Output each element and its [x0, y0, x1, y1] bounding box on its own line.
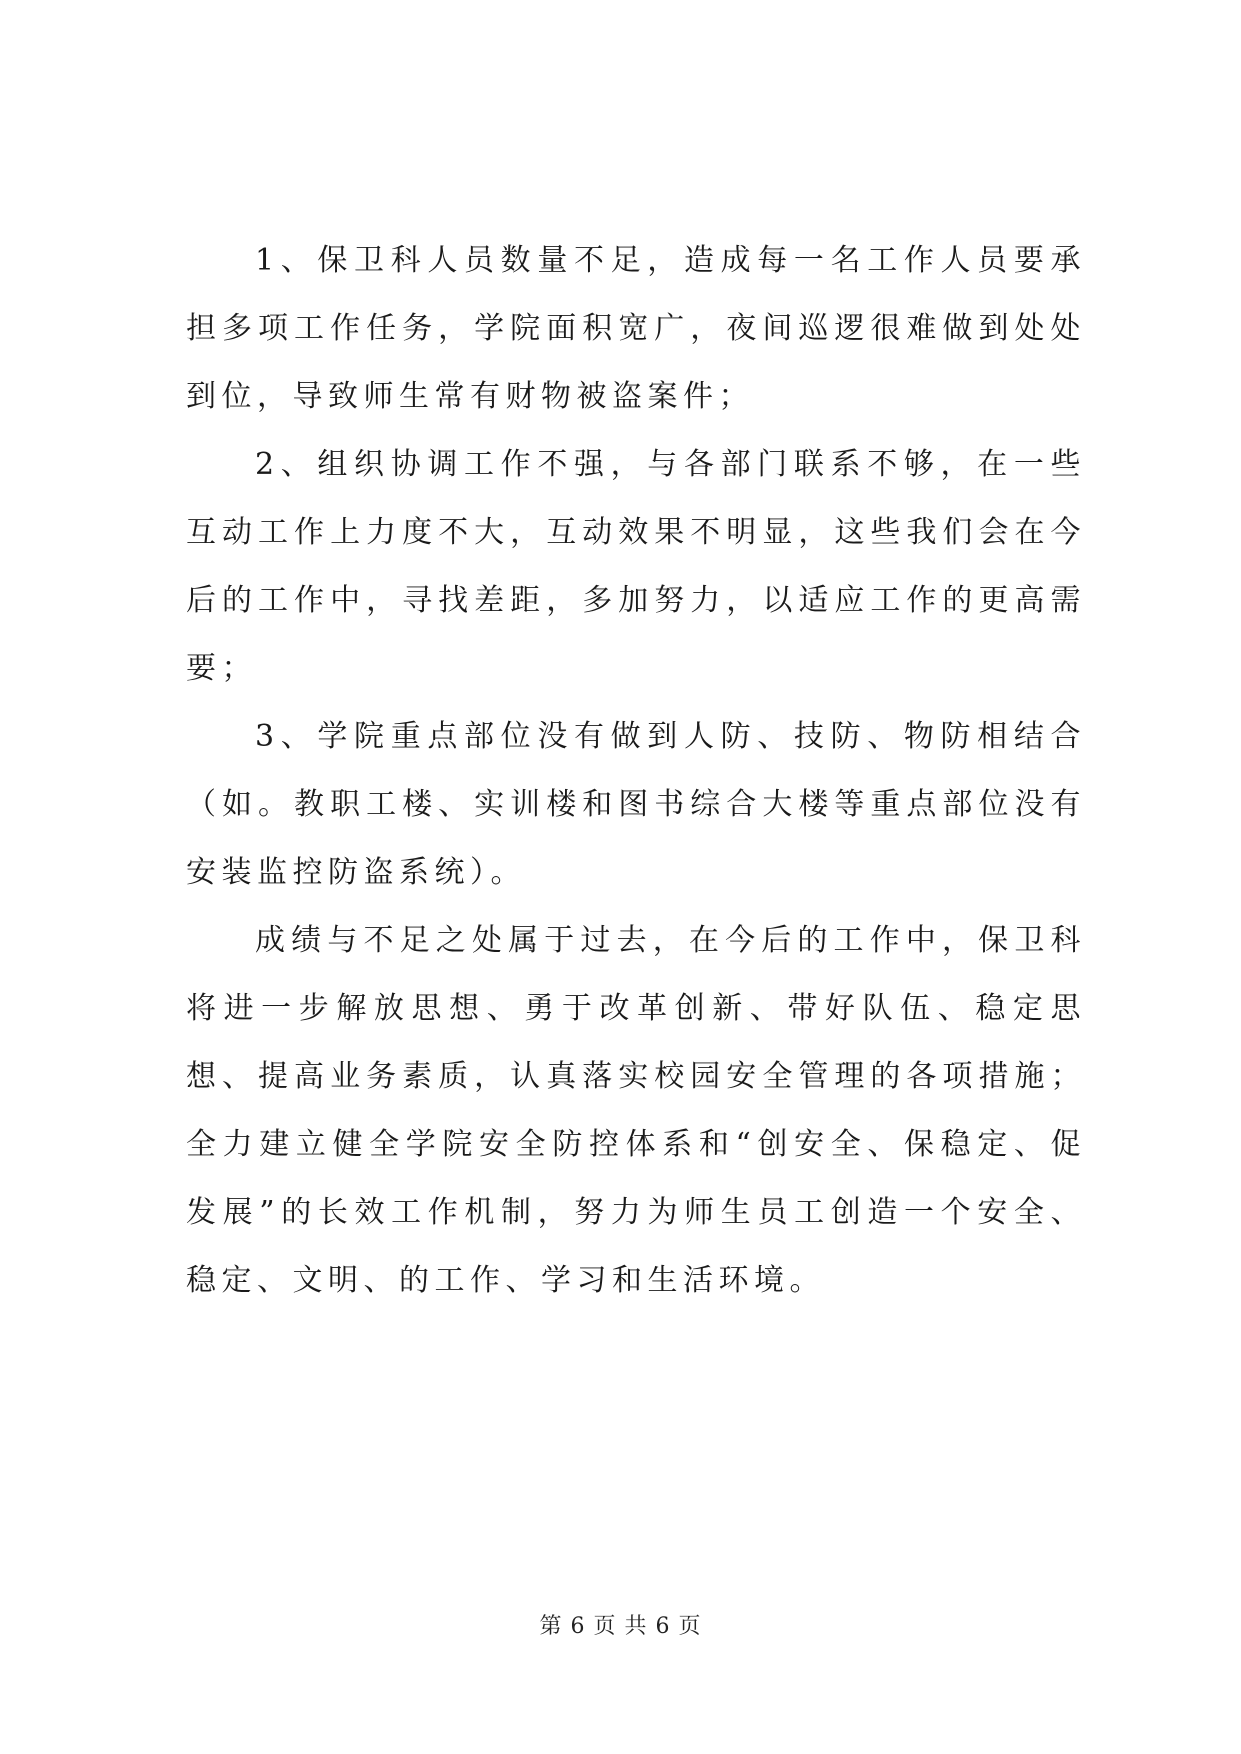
- paragraph-issue-1: 1、保卫科人员数量不足，造成每一名工作人员要承担多项工作任务，学院面积宽广，夜间巡逻很难做到处处到位，导致师生常有财物被盗案件；: [186, 243, 1086, 414]
- document-body: [186, 227, 1086, 1315]
- paragraph-issue-2: 2、组织协调工作不强，与各部门联系不够，在一些互动工作上力度不大，互动效果不明显，这些我们会在今后的工作中，寻找差距，多加努力，以适应工作的更高需要；: [186, 447, 1086, 686]
- paragraph-issue-3: 3、学院重点部位没有做到人防、技防、物防相结合（如。教职工楼、实训楼和图书综合大楼等重点部位没有安装监控防盗系统）。: [186, 719, 1086, 890]
- page-number-footer: 第 6 页 共 6 页: [539, 1614, 702, 1639]
- paragraph-conclusion: 成绩与不足之处属于过去，在今后的工作中，保卫科将进一步解放思想、勇于改革创新、带好队伍、稳定思想、提高业务素质，认真落实校园安全管理的各项措施；全力建立健全学院安全防控体系和“创安全、保稳定、促发展”的长效工作机制，努力为师生员工创造一个安全、稳定、文明、的工作、学习和生活环境。: [186, 923, 1086, 1298]
